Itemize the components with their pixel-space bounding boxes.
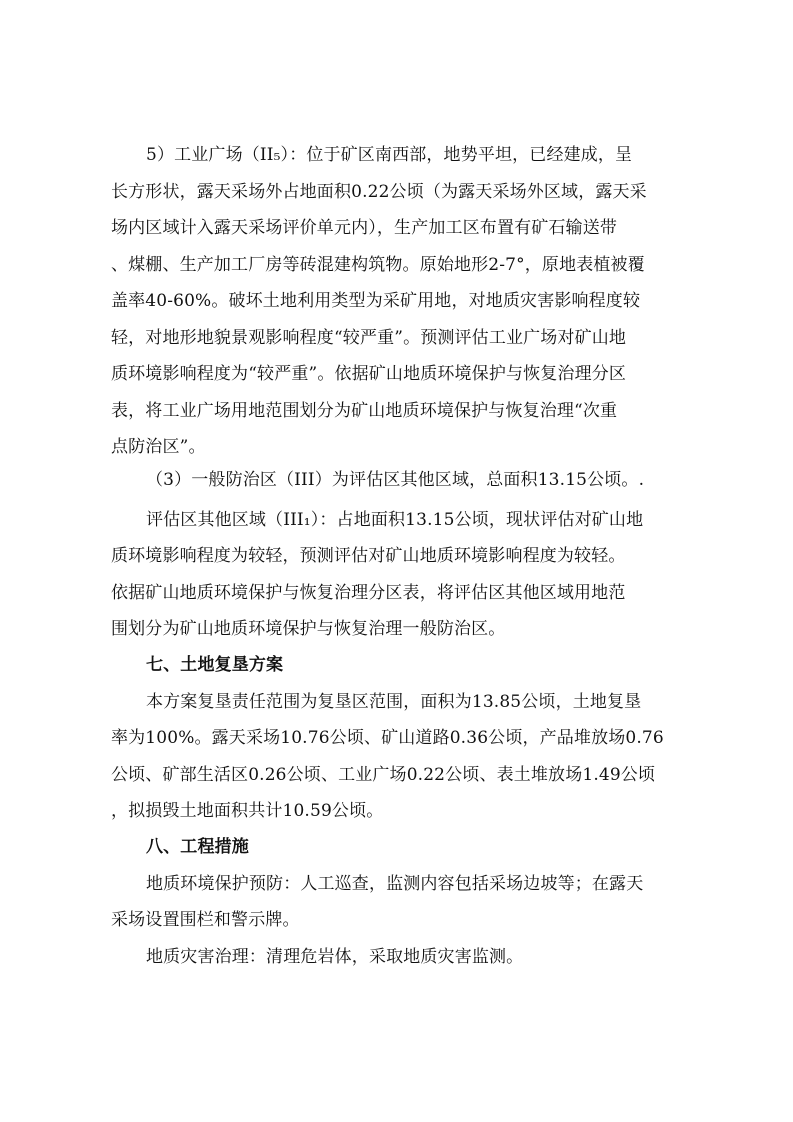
- paragraph-industrial-square-line-2: 长方形状，露天采场外占地面积0.22公顷（为露天采场外区域，露天采: [111, 182, 647, 202]
- paragraph-industrial-square-line-4: 、煤棚、生产加工厂房等砖混建构筑物。原始地形2-7°，原地表植被覆: [111, 255, 645, 275]
- paragraph-reclamation-line-3: 公顷、矿部生活区0.26公顷、工业广场0.22公顷、表土堆放场1.49公顷: [111, 765, 656, 785]
- paragraph-reclamation-line-4: ，拟损毁土地面积共计10.59公顷。: [111, 801, 384, 821]
- paragraph-industrial-square-line-3: 场内区域计入露天采场评价单元内），生产加工区布置有矿石输送带: [111, 218, 617, 238]
- paragraph-prevention-line-2: 采场设置围栏和警示牌。: [111, 910, 300, 930]
- paragraph-industrial-square-line-7: 质环境影响程度为“较严重”。依据矿山地质环境保护与恢复治理分区: [111, 364, 627, 384]
- paragraph-industrial-square-line-5: 盖率40-60%。破坏土地利用类型为采矿用地，对地质灾害影响程度较: [111, 291, 641, 311]
- paragraph-other-area-line-1: 评估区其他区域（III₁）：占地面积13.15公顷，现状评估对矿山地: [146, 510, 644, 530]
- paragraph-industrial-square-line-9: 点防治区”。: [111, 437, 206, 457]
- paragraph-prevention-line-1: 地质环境保护预防：人工巡查，监测内容包括采场边坡等；在露天: [146, 874, 644, 894]
- section-heading-engineering-measures: 八、工程措施: [146, 837, 249, 857]
- paragraph-industrial-square-line-1: 5）工业广场（II₅）：位于矿区南西部，地势平坦，已经建成，呈: [146, 145, 633, 165]
- paragraph-industrial-square-line-8: 表，将工业广场用地范围划分为矿山地质环境保护与恢复治理“次重: [111, 401, 618, 421]
- paragraph-other-area-line-2: 质环境影响程度为较轻，预测评估对矿山地质环境影响程度为较轻。: [111, 546, 626, 566]
- paragraph-general-zone: （3）一般防治区（III）为评估区其他区域，总面积13.15公顷。.: [146, 470, 645, 490]
- paragraph-other-area-line-4: 围划分为矿山地质环境保护与恢复治理一般防治区。: [111, 619, 506, 639]
- paragraph-reclamation-line-1: 本方案复垦责任范围为复垦区范围，面积为13.85公顷，土地复垦: [146, 692, 642, 712]
- paragraph-other-area-line-3: 依据矿山地质环境保护与恢复治理分区表，将评估区其他区域用地范: [111, 583, 626, 603]
- section-heading-land-reclamation: 七、土地复垦方案: [146, 655, 284, 675]
- paragraph-hazard-treatment: 地质灾害治理：清理危岩体，采取地质灾害监测。: [146, 947, 524, 967]
- paragraph-reclamation-line-2: 率为100%。露天采场10.76公顷、矿山道路0.36公顷，产品堆放场0.76: [111, 728, 664, 748]
- paragraph-industrial-square-line-6: 轻，对地形地貌景观影响程度“较严重”。预测评估工业广场对矿山地: [111, 328, 627, 348]
